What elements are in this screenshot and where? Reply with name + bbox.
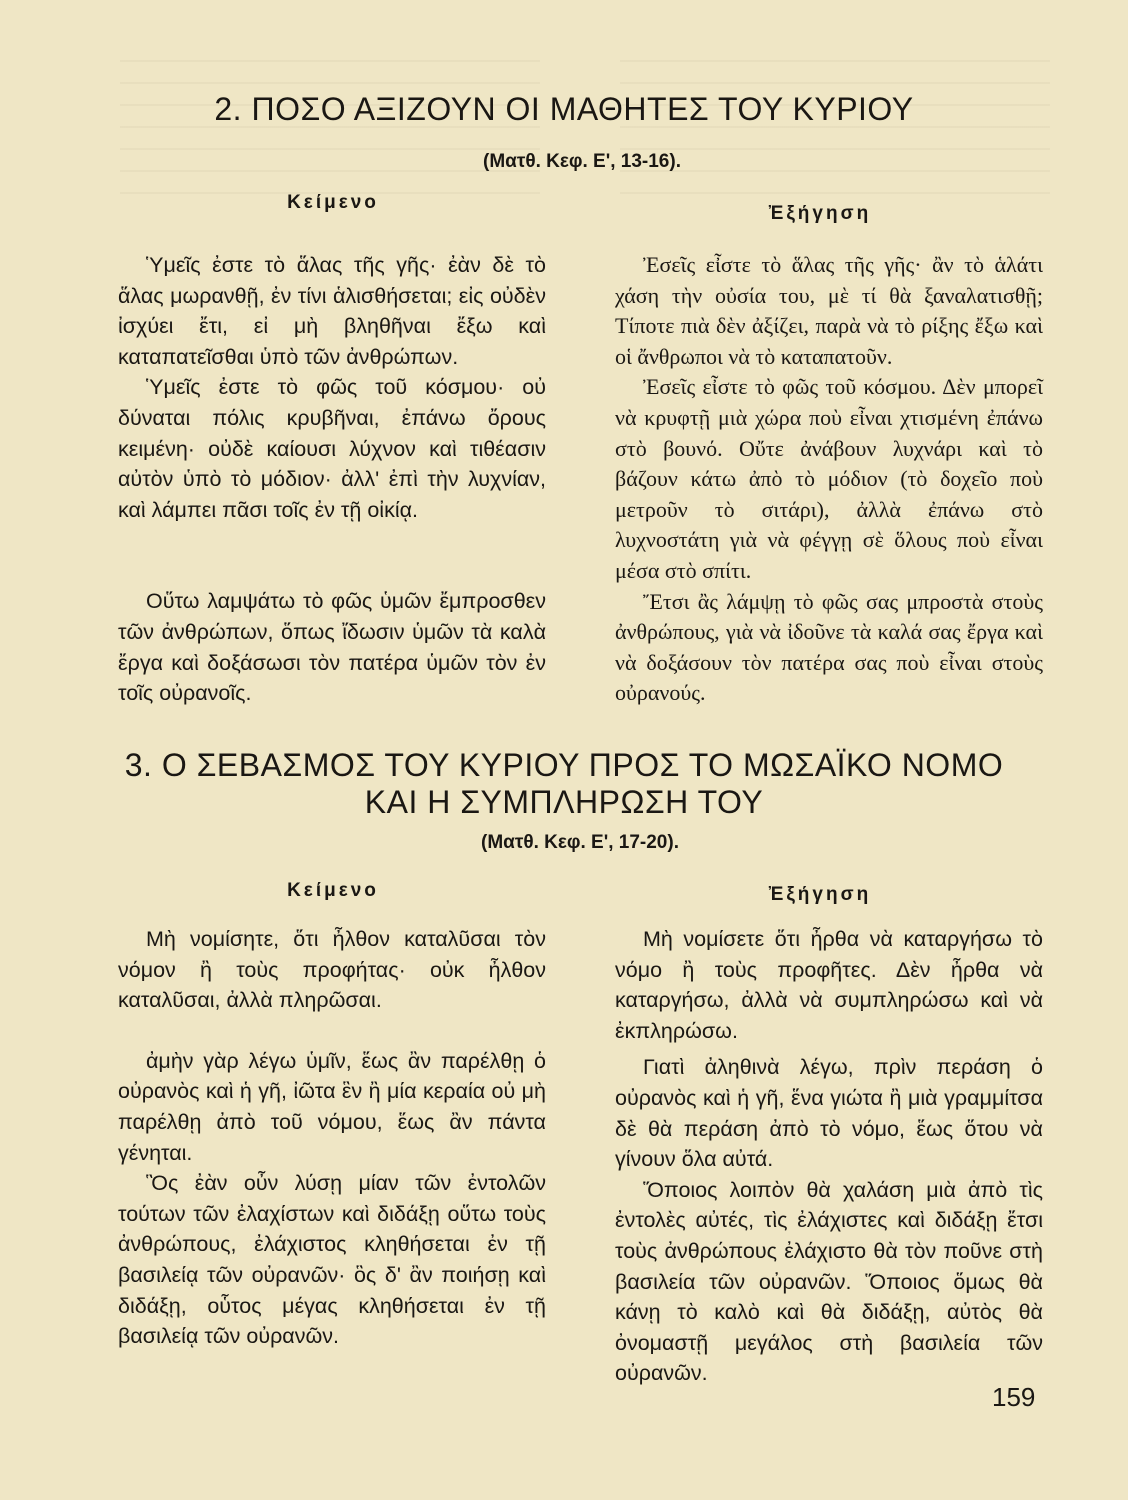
show-through-texture xyxy=(120,60,540,200)
section-3-reference: (Ματθ. Κεφ. Ε', 17-20). xyxy=(481,832,679,853)
section-2-explanation-column xyxy=(615,250,1043,709)
text-paragraph: Οὕτω λαμψάτω τὸ φῶς ὑμῶν ἔμπροσθεν τῶν ἀνθρώπων, ὅπως ἴδωσιν ὑμῶν τὰ καλὰ ἔργα καὶ δοξάσωσι τὸν πατέρα ὑμῶν τὸν ἐν τοῖς οὐρανοῖς. xyxy=(118,589,546,706)
text-paragraph: Μὴ νομίσητε, ὅτι ἦλθον καταλῦσαι τὸν νόμον ἢ τοὺς προφήτας· οὐκ ἦλθον καταλῦσαι, ἀλλὰ πληρῶσαι. xyxy=(118,927,546,1013)
section-3-text-column xyxy=(118,924,546,1352)
text-paragraph: Ὃς ἐὰν οὖν λύσῃ μίαν τῶν ἐντολῶν τούτων τῶν ἐλαχίστων καὶ διδάξῃ οὕτω τοὺς ἀνθρώπους, ἐλάχιστος κληθήσεται ἐν τῇ βασιλείᾳ τῶν οὐρανῶν· ὃς δ' ἂν ποιήσῃ καὶ διδάξῃ, οὗτος μέγας κληθήσεται ἐν τῇ βασιλείᾳ τῶν οὐρανῶν. xyxy=(118,1171,546,1349)
explanation-paragraph: Γιατὶ ἀληθινὰ λέγω, πρὶν περάση ὁ οὐρανὸς καὶ ἡ γῆ, ἕνα γιώτα ἢ μιὰ γραμμίτσα δὲ θὰ περάση ἀπὸ τὸ νόμο, ἕως ὅτου νὰ γίνουν ὅλα αὐτά. xyxy=(615,1055,1043,1172)
page-number: 159 xyxy=(992,1382,1036,1412)
explanation-paragraph: Ἐσεῖς εἶστε τὸ φῶς τοῦ κόσμου. Δὲν μπορεῖ νὰ κρυφτῇ μιὰ χώρα ποὺ εἶναι χτισμένη ἐπάνω στὸ βουνό. Οὔτε ἀνάβουν λυχνάρι καὶ τὸ βάζουν κάτω ἀπὸ τὸ μόδιον (τὸ δοχεῖο ποὺ μετροῦν τὸ σιτάρι), ἀλλὰ ἐπάνω στὸ λυχνοστάτη γιὰ νὰ φέγγῃ σὲ ὅλους ποὺ εἶναι μέσα στὸ σπίτι. xyxy=(615,374,1043,583)
section-3-title-line-1: 3. Ο ΣΕΒΑΣΜΟΣ ΤΟΥ ΚΥΡΙΟΥ ΠΡΟΣ ΤΟ ΜΩΣΑΪΚΟ ΝΟΜΟ xyxy=(124,747,1004,783)
section-2-text-heading: Κείμενο xyxy=(287,192,379,213)
section-3-explanation-column xyxy=(615,924,1043,1389)
section-2-text-column xyxy=(118,250,546,709)
text-paragraph: Ὑμεῖς ἐστε τὸ φῶς τοῦ κόσμου· οὐ δύναται πόλις κρυβῆναι, ἐπάνω ὄρους κειμένη· οὐδὲ καίουσι λύχνον καὶ τιθέασιν αὐτὸν ὑπὸ τὸ μόδιον· ἀλλ' ἐπὶ τὴν λυχνίαν, καὶ λάμπει πᾶσι τοῖς ἐν τῇ οἰκίᾳ. xyxy=(118,375,546,522)
section-3-title-line-2: ΚΑΙ Η ΣΥΜΠΛΗΡΩΣΗ ΤΟΥ xyxy=(364,784,764,820)
text-paragraph: Ὑμεῖς ἐστε τὸ ἅλας τῆς γῆς· ἐὰν δὲ τὸ ἅλας μωρανθῇ, ἐν τίνι ἁλισθήσεται; εἰς οὐδὲν ἰσχύει ἔτι, εἰ μὴ βληθῆναι ἔξω καὶ καταπατεῖσθαι ὑπὸ τῶν ἀνθρώπων. xyxy=(118,253,546,369)
explanation-paragraph: Ὅποιος λοιπὸν θὰ χαλάση μιὰ ἀπὸ τὶς ἐντολὲς αὐτές, τὶς ἐλάχιστες καὶ διδάξῃ ἔτσι τοὺς ἀνθρώπους ἐλάχιστο θὰ τὸν ποῦνε στὴ βασιλεία τῶν οὐρανῶν. Ὅποιος ὅμως θὰ κάνῃ τὸ καλὸ καὶ θὰ διδάξῃ, αὐτὸς θὰ ὀνομαστῇ μεγάλος στὴ βασιλεία τῶν οὐρανῶν. xyxy=(615,1177,1043,1386)
explanation-paragraph: Μὴ νομίσετε ὅτι ἦρθα νὰ καταργήσω τὸ νόμο ἢ τοὺς προφῆτες. Δὲν ἦρθα νὰ καταργήσω, ἀλλὰ νὰ συμπληρώσω καὶ νὰ ἐκπληρώσω. xyxy=(615,927,1043,1043)
explanation-paragraph: Ἐσεῖς εἶστε τὸ ἅλας τῆς γῆς· ἂν τὸ ἁλάτι χάση τὴν οὐσία του, μὲ τί θὰ ξαναλατισθῇ; Τίποτε πιὰ δὲν ἀξίζει, παρὰ νὰ τὸ ρίξης ἔξω καὶ οἱ ἄνθρωποι νὰ τὸ καταπατοῦν. xyxy=(615,252,1043,369)
section-2-reference: (Ματθ. Κεφ. Ε', 13-16). xyxy=(483,151,681,172)
show-through-texture xyxy=(620,60,1050,200)
section-3-explanation-heading: Ἐξήγηση xyxy=(768,884,872,905)
explanation-paragraph: Ἔτσι ἂς λάμψῃ τὸ φῶς σας μπροστὰ στοὺς ἀνθρώπους, γιὰ νὰ ἰδοῦνε τὰ καλά σας ἔργα καὶ νὰ δοξάσουν τὸν πατέρα σας ποὺ εἶναι στοὺς οὐρανούς. xyxy=(615,588,1043,706)
section-2-explanation-heading: Ἐξήγηση xyxy=(768,203,872,224)
section-2-title: 2. ΠΟΣΟ ΑΞΙΖΟΥΝ ΟΙ ΜΑΘΗΤΕΣ ΤΟΥ ΚΥΡΙΟΥ xyxy=(214,91,914,127)
section-3-text-heading: Κείμενο xyxy=(287,880,379,901)
text-paragraph: ἀμὴν γὰρ λέγω ὑμῖν, ἕως ἂν παρέλθῃ ὁ οὐρανὸς καὶ ἡ γῆ, ἰῶτα ἓν ἢ μία κεραία οὐ μὴ παρέλθῃ ἀπὸ τοῦ νόμου, ἕως ἂν πάντα γένηται. xyxy=(118,1048,546,1165)
